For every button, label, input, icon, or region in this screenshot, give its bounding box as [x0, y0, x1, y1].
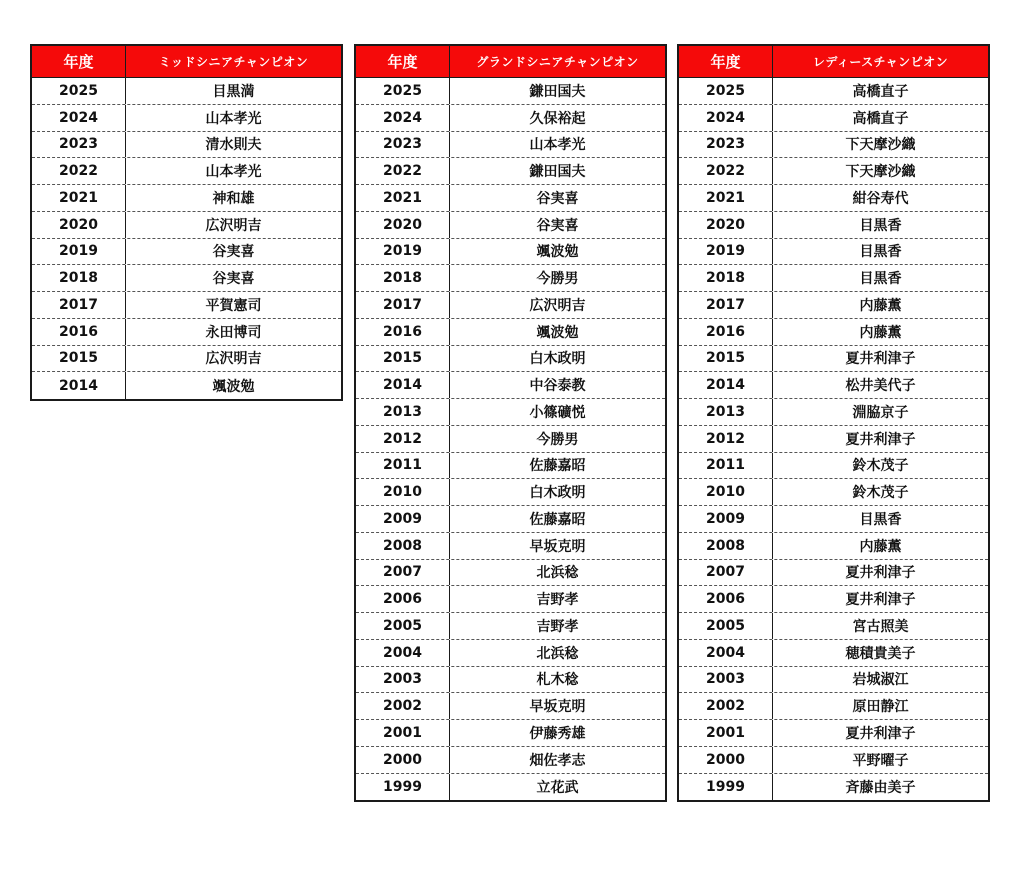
champion-name-cell: 夏井利津子 — [845, 592, 916, 609]
table-row — [356, 667, 665, 694]
year-cell: 2009 — [679, 506, 773, 532]
champion-name-cell: 夏井利津子 — [845, 431, 916, 448]
grand-senior-champion-table — [354, 44, 667, 802]
table-body — [32, 78, 341, 399]
table-row — [356, 132, 665, 159]
table-row — [679, 479, 988, 506]
table-row — [679, 399, 988, 426]
champion-name-cell: 久保裕起 — [529, 110, 586, 127]
champion-name-cell: 平野曜子 — [852, 752, 909, 769]
champion-column-header: レディースチャンピオン — [812, 55, 949, 69]
year-cell: 2021 — [32, 185, 126, 211]
year-cell: 2003 — [356, 667, 450, 693]
table-row — [356, 640, 665, 667]
table-row — [32, 239, 341, 266]
champion-name-cell: 颯波勉 — [536, 244, 579, 261]
year-cell: 2020 — [679, 212, 773, 238]
year-cell: 2024 — [679, 105, 773, 131]
champion-name-cell: 高橋直子 — [852, 83, 909, 100]
table-row — [356, 586, 665, 613]
year-cell: 2023 — [32, 132, 126, 158]
champion-name-cell: 宮古照美 — [852, 618, 909, 635]
champion-name-cell: 斉藤由美子 — [845, 779, 916, 796]
table-row — [679, 640, 988, 667]
table-row — [356, 346, 665, 373]
year-cell: 2015 — [679, 346, 773, 372]
table-row — [679, 239, 988, 266]
year-cell: 2008 — [679, 533, 773, 559]
champion-name-cell: 北浜稔 — [536, 565, 579, 582]
year-cell: 2022 — [32, 158, 126, 184]
table-row — [679, 265, 988, 292]
champion-name-cell: 吉野孝 — [536, 592, 579, 609]
champion-name-cell: 広沢明吉 — [529, 297, 586, 314]
table-row — [679, 533, 988, 560]
champion-name-cell: 北浜稔 — [536, 645, 579, 662]
table-row — [32, 132, 341, 159]
table-row — [356, 533, 665, 560]
year-cell: 2021 — [356, 185, 450, 211]
table-row — [356, 453, 665, 480]
year-cell: 2018 — [356, 265, 450, 291]
year-cell: 2002 — [679, 693, 773, 719]
mid-senior-champion-table — [30, 44, 343, 401]
champion-name-cell: 清水則夫 — [205, 137, 262, 154]
table-row — [679, 560, 988, 587]
year-cell: 2015 — [356, 346, 450, 372]
year-cell: 2011 — [679, 453, 773, 479]
year-cell: 2004 — [356, 640, 450, 666]
year-cell: 2001 — [356, 720, 450, 746]
champion-name-cell: 佐藤嘉昭 — [529, 511, 586, 528]
champion-name-cell: 颯波勉 — [212, 378, 255, 395]
champion-name-cell: 中谷泰教 — [529, 378, 586, 395]
table-header — [32, 46, 341, 78]
year-cell: 2000 — [356, 747, 450, 773]
table-row — [679, 747, 988, 774]
champion-name-cell: 鎌田国夫 — [529, 83, 586, 100]
champion-name-cell: 下天摩沙織 — [845, 137, 916, 154]
year-cell: 2023 — [356, 132, 450, 158]
champion-name-cell: 内藤薫 — [859, 297, 902, 314]
champion-name-cell: 目黒満 — [212, 83, 255, 100]
year-cell: 2011 — [356, 453, 450, 479]
table-row — [679, 506, 988, 533]
year-cell: 2008 — [356, 533, 450, 559]
table-row — [32, 292, 341, 319]
table-row — [679, 693, 988, 720]
table-row — [679, 212, 988, 239]
champion-name-cell: 早坂克明 — [529, 538, 586, 555]
year-cell: 2004 — [679, 640, 773, 666]
year-cell: 2002 — [356, 693, 450, 719]
champion-name-cell: 松井美代子 — [845, 378, 916, 395]
year-cell: 2020 — [356, 212, 450, 238]
champion-name-cell: 颯波勉 — [536, 324, 579, 341]
year-cell: 1999 — [679, 774, 773, 801]
year-cell: 2018 — [32, 265, 126, 291]
table-row — [679, 292, 988, 319]
champion-name-cell: 目黒香 — [859, 271, 902, 288]
champion-name-cell: 紺谷寿代 — [852, 190, 909, 207]
table-row — [356, 747, 665, 774]
year-cell: 2012 — [679, 426, 773, 452]
year-cell: 2007 — [679, 560, 773, 586]
year-cell: 2019 — [679, 239, 773, 265]
champion-name-cell: 鈴木茂子 — [852, 458, 909, 475]
year-cell: 2016 — [356, 319, 450, 345]
champion-name-cell: 今勝男 — [536, 431, 579, 448]
year-cell: 2006 — [679, 586, 773, 612]
table-row — [356, 560, 665, 587]
year-cell: 2018 — [679, 265, 773, 291]
year-cell: 2006 — [356, 586, 450, 612]
champion-name-cell: 谷実喜 — [212, 244, 255, 261]
champion-name-cell: 夏井利津子 — [845, 725, 916, 742]
year-column-header: 年度 — [356, 46, 450, 77]
year-cell: 2010 — [356, 479, 450, 505]
table-row — [356, 319, 665, 346]
year-cell: 2013 — [679, 399, 773, 425]
table-row — [356, 292, 665, 319]
table-row — [679, 613, 988, 640]
table-row — [356, 372, 665, 399]
year-cell: 2024 — [356, 105, 450, 131]
ladies-champion-table — [677, 44, 990, 802]
champion-name-cell: 夏井利津子 — [845, 565, 916, 582]
table-row — [356, 158, 665, 185]
champion-name-cell: 佐藤嘉昭 — [529, 458, 586, 475]
champion-name-cell: 白木政明 — [529, 351, 586, 368]
year-cell: 1999 — [356, 774, 450, 801]
champion-name-cell: 谷実喜 — [536, 190, 579, 207]
table-row — [679, 158, 988, 185]
champion-name-cell: 山本孝光 — [205, 164, 262, 181]
year-column-header: 年度 — [32, 46, 126, 77]
table-row — [32, 372, 341, 399]
champion-name-cell: 鈴木茂子 — [852, 485, 909, 502]
table-row — [679, 346, 988, 373]
champion-name-cell: 平賀憲司 — [205, 297, 262, 314]
year-cell: 2024 — [32, 105, 126, 131]
champion-name-cell: 鎌田国夫 — [529, 164, 586, 181]
year-cell: 2014 — [356, 372, 450, 398]
year-cell: 2014 — [679, 372, 773, 398]
champion-name-cell: 谷実喜 — [536, 217, 579, 234]
year-cell: 2016 — [679, 319, 773, 345]
year-cell: 2013 — [356, 399, 450, 425]
table-row — [679, 426, 988, 453]
table-row — [356, 105, 665, 132]
champion-name-cell: 永田博司 — [205, 324, 262, 341]
champion-column-header: ミッドシニアチャンピオン — [158, 55, 309, 69]
year-cell: 2015 — [32, 346, 126, 372]
table-row — [356, 774, 665, 801]
champion-name-cell: 目黒香 — [859, 217, 902, 234]
table-row — [356, 265, 665, 292]
champion-name-cell: 神和雄 — [212, 190, 255, 207]
year-cell: 2023 — [679, 132, 773, 158]
table-row — [679, 720, 988, 747]
champion-name-cell: 高橋直子 — [852, 110, 909, 127]
champion-name-cell: 内藤薫 — [859, 538, 902, 555]
table-row — [679, 667, 988, 694]
champion-name-cell: 畑佐孝志 — [529, 752, 586, 769]
year-cell: 2005 — [356, 613, 450, 639]
champion-name-cell: 立花武 — [536, 779, 579, 796]
table-row — [356, 613, 665, 640]
table-header — [356, 46, 665, 78]
year-cell: 2000 — [679, 747, 773, 773]
year-cell: 2017 — [356, 292, 450, 318]
table-row — [356, 185, 665, 212]
champion-name-cell: 早坂克明 — [529, 699, 586, 716]
champion-name-cell: 吉野孝 — [536, 618, 579, 635]
champion-column-header: グランドシニアチャンピオン — [476, 55, 639, 69]
champion-name-cell: 札木稔 — [536, 672, 579, 689]
champion-name-cell: 原田静江 — [852, 699, 909, 716]
table-row — [356, 426, 665, 453]
table-row — [679, 78, 988, 105]
table-row — [679, 132, 988, 159]
year-cell: 2025 — [356, 78, 450, 104]
champion-name-cell: 穂積貴美子 — [845, 645, 916, 662]
table-row — [32, 105, 341, 132]
year-cell: 2010 — [679, 479, 773, 505]
year-cell: 2017 — [679, 292, 773, 318]
champion-name-cell: 山本孝光 — [205, 110, 262, 127]
table-row — [679, 372, 988, 399]
year-cell: 2019 — [32, 239, 126, 265]
year-cell: 2022 — [356, 158, 450, 184]
champion-name-cell: 広沢明吉 — [205, 351, 262, 368]
champion-name-cell: 谷実喜 — [212, 271, 255, 288]
champion-name-cell: 目黒香 — [859, 511, 902, 528]
table-row — [356, 479, 665, 506]
table-row — [32, 185, 341, 212]
table-row — [679, 319, 988, 346]
champion-name-cell: 淵脇京子 — [852, 404, 909, 421]
year-cell: 2003 — [679, 667, 773, 693]
champion-name-cell: 山本孝光 — [529, 137, 586, 154]
table-header — [679, 46, 988, 78]
table-body — [356, 78, 665, 800]
year-cell: 2021 — [679, 185, 773, 211]
table-row — [32, 346, 341, 373]
champion-name-cell: 広沢明吉 — [205, 217, 262, 234]
table-row — [32, 319, 341, 346]
table-row — [356, 78, 665, 105]
champion-name-cell: 今勝男 — [536, 271, 579, 288]
year-column-header: 年度 — [679, 46, 773, 77]
champion-name-cell: 岩城淑江 — [852, 672, 909, 689]
year-cell: 2012 — [356, 426, 450, 452]
table-row — [679, 586, 988, 613]
table-row — [356, 506, 665, 533]
table-row — [356, 239, 665, 266]
champion-name-cell: 夏井利津子 — [845, 351, 916, 368]
year-cell: 2017 — [32, 292, 126, 318]
table-row — [32, 265, 341, 292]
year-cell: 2009 — [356, 506, 450, 532]
table-row — [356, 212, 665, 239]
table-row — [32, 158, 341, 185]
year-cell: 2025 — [32, 78, 126, 104]
year-cell: 2025 — [679, 78, 773, 104]
table-row — [356, 693, 665, 720]
table-row — [679, 185, 988, 212]
champion-name-cell: 下天摩沙織 — [845, 164, 916, 181]
champion-name-cell: 白木政明 — [529, 485, 586, 502]
year-cell: 2007 — [356, 560, 450, 586]
year-cell: 2016 — [32, 319, 126, 345]
year-cell: 2020 — [32, 212, 126, 238]
table-row — [32, 212, 341, 239]
champion-name-cell: 目黒香 — [859, 244, 902, 261]
table-row — [679, 774, 988, 801]
year-cell: 2022 — [679, 158, 773, 184]
year-cell: 2001 — [679, 720, 773, 746]
year-cell: 2019 — [356, 239, 450, 265]
champion-name-cell: 小篠礦悦 — [529, 404, 586, 421]
table-row — [679, 105, 988, 132]
year-cell: 2014 — [32, 372, 126, 399]
champion-name-cell: 伊藤秀雄 — [529, 725, 586, 742]
table-row — [32, 78, 341, 105]
champion-name-cell: 内藤薫 — [859, 324, 902, 341]
table-row — [356, 399, 665, 426]
table-row — [356, 720, 665, 747]
table-row — [679, 453, 988, 480]
table-body — [679, 78, 988, 800]
year-cell: 2005 — [679, 613, 773, 639]
